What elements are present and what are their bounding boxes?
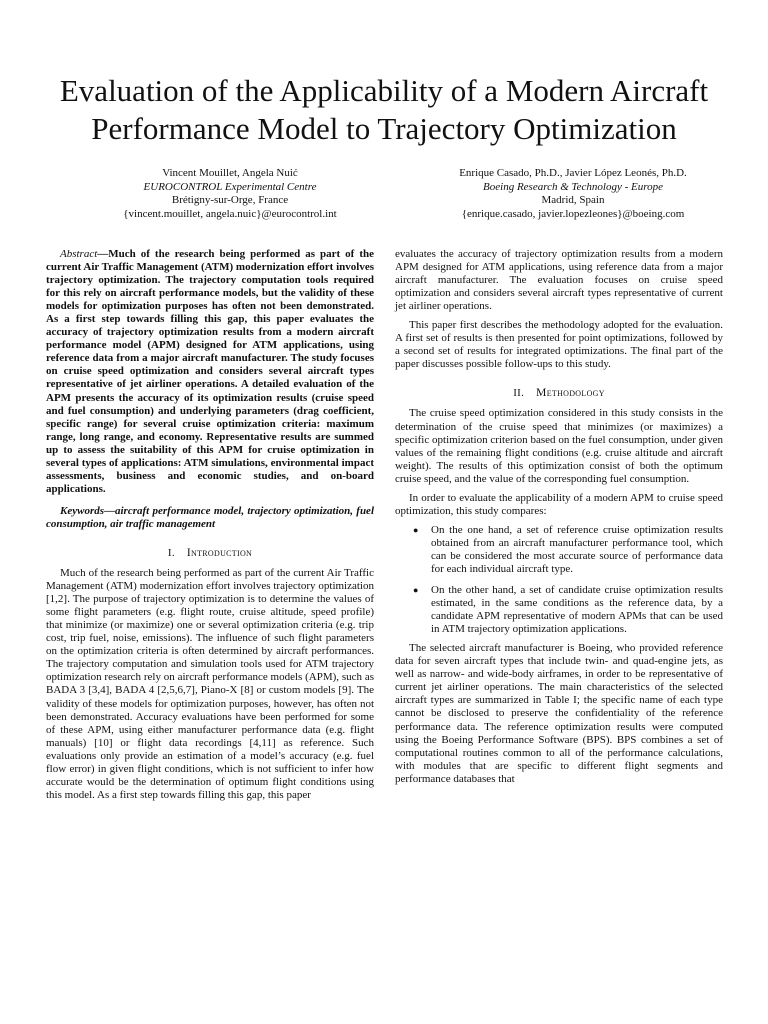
- abstract: [46, 248, 374, 496]
- section-heading-introduction: [46, 547, 374, 560]
- list-item: [413, 584, 723, 636]
- author-location: Madrid, Spain: [541, 194, 605, 206]
- author-affiliation: Boeing Research & Technology - Europe: [483, 180, 663, 193]
- intro-paragraph-2: This paper first describes the methodology adopted for the evaluation. A first set of results is then presented for point optimizations, followed by a second set of results for integrated optimizations. The final part of the paper discusses possible follow-ups to this study.: [395, 319, 723, 371]
- right-column: [395, 248, 723, 786]
- section-heading-methodology: [395, 387, 723, 400]
- author-block-eurocontrol: [80, 167, 380, 221]
- author-affiliation: EUROCONTROL Experimental Centre: [143, 180, 317, 193]
- methodology-paragraph-2: In order to evaluate the applicability of a modern APM to cruise speed optimization, this study compares:: [395, 491, 723, 517]
- intro-paragraph-1-continued: evaluates the accuracy of trajectory optimization results from a modern APM designed for ATM applications, using reference data from a major aircraft manufacturer. The evaluation focuses on cruise speed optimization and considers several aircraft types representative of current jet airliner operations.: [395, 248, 723, 313]
- section-number: II.: [513, 387, 525, 400]
- author-email: {enrique.casado, javier.lopezleones}@boeing.com: [461, 207, 685, 220]
- author-names: Enrique Casado, Ph.D., Javier López Leonés, Ph.D.: [459, 167, 687, 179]
- methodology-paragraph-3: The selected aircraft manufacturer is Boeing, who provided reference data for seven aircraft types that include twin- and quad-engine jets, as well as narrow- and wide-body airframes, in order to be representative of current jet airliner operations. The main characteristics of the selected aircraft types are summarized in Table I; the specific name of each type cannot be disclosed to preserve the confidentiality of the reference performance data. The reference optimization results were computed using the Boeing Performance Software (BPS). BPS combines a set of computational routines common to all of the performance calculations, with modules that are specific to different flight segments and performance databases that: [395, 642, 723, 785]
- paper-title: Evaluation of the Applicability of a Modern Aircraft Performance Model to Trajectory Optimization: [59, 73, 709, 146]
- section-title: Introduction: [186, 546, 253, 559]
- intro-paragraph-1: Much of the research being performed as part of the current Air Traffic Management (ATM) modernization effort involves trajectory optimization [1,2]. The purpose of trajectory optimization is to determine the values of some flight parameters (e.g. flight route, cruise altitude, speed profile) that minimize (or maximize) one or several optimization criteria (e.g. trip cost, trip fuel, noise, emissions). The influence of such flight parameters on the optimization criteria is often determined by aircraft performances. The trajectory computation and simulation tools used for ATM trajectory optimization research rely on aircraft performance models (APM), such as BADA 3 [3,4], BADA 4 [2,5,6,7], Piano-X [8] or custom models [9]. The validity of these models for optimization purposes, however, has often not been demonstrated. Accuracy evaluations have been performed for some of these APM, using either manufacturer performance data (e.g. flight manuals) [10] or flight data recordings [4,11] as reference. Such evaluations only provide an estimation of a model’s accuracy (e.g. fuel flow error) in given flight conditions, which is not sufficient to infer how accurate would be the determination of optimum flight conditions using this model. As a first step towards filling this gap, this paper: [46, 567, 374, 801]
- methodology-paragraph-1: The cruise speed optimization considered in this study consists in the determination of the cruise speed that minimizes (or maximizes) a specific optimization criterion based on the fuel consumption, under given values of the remaining flight conditions (e.g. cruise altitude and aircraft weight). The results of this optimization consist of both the optimum cruise speed, and the value of the corresponding fuel consumption.: [395, 407, 723, 485]
- section-title: Methodology: [536, 387, 605, 400]
- abstract-lead: Abstract: [60, 248, 98, 260]
- author-email: {vincent.mouillet, angela.nuic}@eurocontrol.int: [123, 207, 337, 220]
- keywords: Keywords—aircraft performance model, trajectory optimization, fuel consumption, air traffic management: [46, 504, 374, 530]
- list-item: [413, 523, 723, 576]
- author-block-boeing: [398, 167, 748, 221]
- comparison-list: [395, 524, 723, 636]
- left-column: [46, 248, 374, 802]
- author-location: Brétigny-sur-Orge, France: [171, 194, 289, 206]
- author-names: Vincent Mouillet, Angela Nuić: [162, 167, 298, 179]
- bullet-icon: ●: [413, 585, 419, 596]
- section-number: I.: [167, 546, 175, 559]
- bullet-icon: ●: [413, 524, 419, 535]
- abstract-text: —Much of the research being performed as part of the current Air Traffic Management (ATM) modernization effort involves trajectory optimization. The trajectory computation tools required for this rely on aircraft performance models, but the validity of these models for optimization purposes has often not been demonstrated. As a first step towards filling this gap, this paper evaluates the accuracy of trajectory optimization results from a modern aircraft performance model (APM) designed for ATM applications, using reference data from a major aircraft manufacturer. The study focuses on cruise speed optimization and considers several aircraft types representative of jet airliner operations. A detailed evaluation of the APM presents the accuracy of its optimization results (cruise speed and fuel consumption) and underlying parameters (drag coefficient, specific range) for several cruise optimization criteria: maximum range, long range, and economy. Representative results are summed up to assess the suitability of this APM for cruise optimization in several types of applications: ATM simulations, environmental impact assessments, business and economic studies, and on-board applications.: [46, 248, 374, 495]
- list-item-text: On the other hand, a set of candidate cruise optimization results estimated, in the same conditions as the reference data, by a candidate APM representative of modern APMs that can be used in ATM trajectory optimization applications.: [431, 584, 723, 636]
- list-item-text: On the one hand, a set of reference cruise optimization results obtained from an aircraft manufacturer performance tool, which can be considered the most accurate source of performance data for each individual aircraft type.: [431, 523, 723, 575]
